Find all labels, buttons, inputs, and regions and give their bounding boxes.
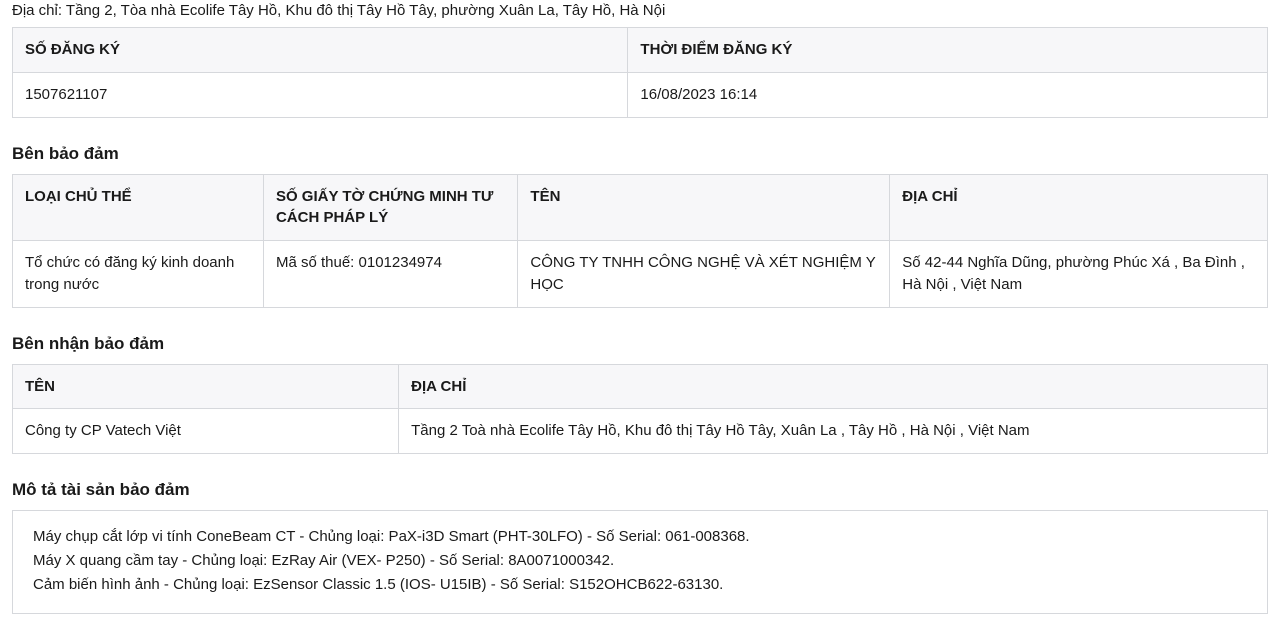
section-title-asset-description: Mô tả tài sản bảo đảm — [12, 480, 190, 499]
registration-table-head — [13, 28, 1268, 73]
asset-description-line: Cảm biến hình ảnh - Chủng loại: EzSensor Classic 1.5 (IOS- U15IB) - Số Serial: S152OHCB622-63130. — [33, 576, 724, 593]
column-header-registration-number: SỐ ĐĂNG KÝ — [13, 28, 628, 73]
column-header-registration-time: THỜI ĐIỂM ĐĂNG KÝ — [628, 28, 1268, 73]
cell-name: CÔNG TY TNHH CÔNG NGHỆ VÀ XÉT NGHIỆM Y HỌC — [518, 241, 890, 308]
section-title-receiving-party: Bên nhận bảo đảm — [12, 333, 165, 353]
column-header-legal-document-number: SỐ GIẤY TỜ CHỨNG MINH TƯ CÁCH PHÁP LÝ — [263, 174, 517, 241]
cell-legal-document-number: Mã số thuế: 0101234974 — [263, 241, 517, 308]
column-header-name: TÊN — [13, 364, 399, 409]
cell-registration-number: 1507621107 — [13, 72, 628, 117]
table-header-row — [13, 28, 1268, 73]
receiving-party-table-head — [13, 364, 1268, 409]
cell-address: Số 42-44 Nghĩa Dũng, phường Phúc Xá , Ba Đình , Hà Nội , Việt Nam — [890, 241, 1268, 308]
secured-party-table — [12, 174, 1268, 308]
asset-description-line: Máy X quang cầm tay - Chủng loại: EzRay Air (VEX- P250) - Số Serial: 8A0071000342. — [33, 552, 615, 569]
receiving-party-table — [12, 364, 1268, 455]
cell-address: Tầng 2 Toà nhà Ecolife Tây Hồ, Khu đô thị Tây Hồ Tây, Xuân La , Tây Hồ , Hà Nội , Việt Nam — [399, 409, 1268, 454]
table-row — [13, 409, 1268, 454]
registration-table-body — [13, 72, 1268, 117]
secured-party-table-head — [13, 174, 1268, 241]
table-header-row — [13, 364, 1268, 409]
column-header-address: ĐỊA CHỈ — [890, 174, 1268, 241]
cell-name: Công ty CP Vatech Việt — [13, 409, 399, 454]
receiving-party-table-body — [13, 409, 1268, 454]
table-row — [13, 72, 1268, 117]
section-title-secured-party: Bên bảo đảm — [12, 143, 119, 163]
cell-registration-time: 16/08/2023 16:14 — [628, 72, 1268, 117]
address-line: Địa chỉ: Tầng 2, Tòa nhà Ecolife Tây Hồ, Khu đô thị Tây Hồ Tây, phường Xuân La, Tây Hồ, Hà Nội — [12, 2, 666, 19]
asset-description-box — [12, 510, 1268, 614]
registration-table — [12, 27, 1268, 118]
column-header-subject-type: LOẠI CHỦ THỂ — [13, 174, 264, 241]
secured-party-table-body — [13, 241, 1268, 308]
asset-description-line: Máy chụp cắt lớp vi tính ConeBeam CT - Chủng loại: PaX-i3D Smart (PHT-30LFO) - Số Serial: 061-008368. — [33, 528, 750, 545]
cell-subject-type: Tổ chức có đăng ký kinh doanh trong nước — [13, 241, 264, 308]
column-header-address: ĐỊA CHỈ — [399, 364, 1268, 409]
column-header-name: TÊN — [518, 174, 890, 241]
table-row — [13, 241, 1268, 308]
table-header-row — [13, 174, 1268, 241]
